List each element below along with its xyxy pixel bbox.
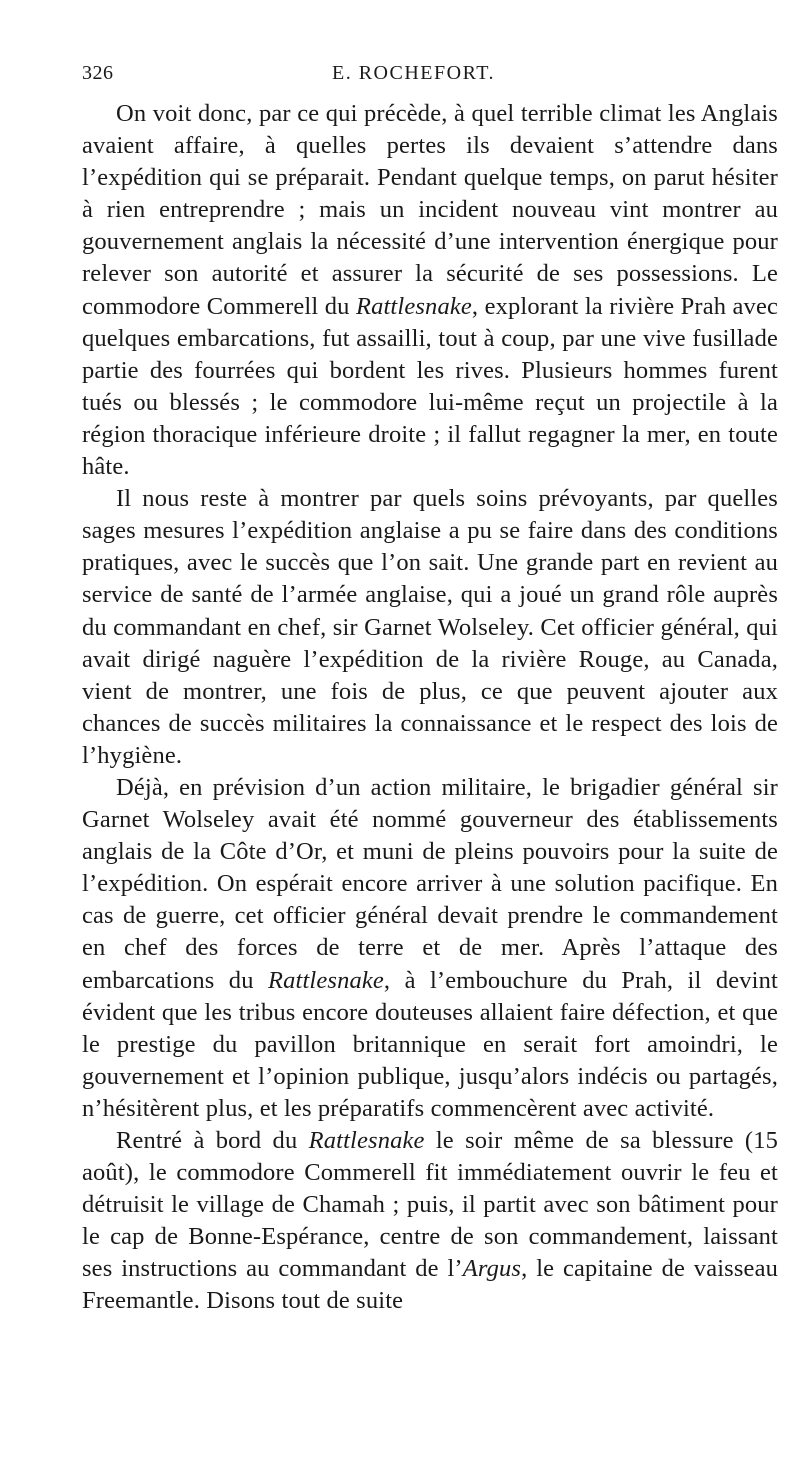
page-number: 326 [82, 62, 114, 84]
text-run: Rentré à bord du [116, 1127, 309, 1154]
paragraph [82, 98, 778, 483]
paragraph [82, 772, 778, 1125]
ship-name: Rattlesnake [308, 1127, 425, 1154]
running-head: E. ROCHEFORT. [332, 62, 495, 84]
text-run: , explorant la rivière Prah avec quelques embarcations, fut assailli, tout à coup, par une vive fusillade partie des fourrées qui bordent les rives. Plusieurs hommes furent tués ou blessés ; le commodore lui-même reçut un projectile à la région thoracique inférieure droite ; il fallut regagner la mer, en toute hâte. [82, 292, 778, 481]
text-run: On voit donc, par ce qui précède, à quel terrible climat les Anglais avaient affaire, à quelles pertes ils devaient s’attendre dans l’expédition qui se préparait. Pendant quelque temps, on parut hésiter à rien entreprendre ; mais un incident nouveau vint montrer au gouvernement anglais la nécessité d’une intervention énergique pour relever son autorité et assurer la sécurité de ses possessions. Le commodore Commerell du [82, 100, 778, 320]
body-text [82, 98, 778, 1318]
paragraph [82, 483, 778, 772]
ship-name: Rattlesnake [267, 966, 384, 994]
text-run: le soir même de sa blessure (15 août), le commodore Commerell fit immédiatement ouvrir le feu et détruisit le village de Chamah ; puis, il partit avec son bâtiment pour le cap de Bonne-Espérance, centre de son commandement, laissant ses instructions au commandant de l’ [82, 1127, 778, 1283]
text-run: Déjà, en prévision d’un action militaire, le brigadier général sir Garnet Wolseley avait été nommé gouverneur des établissements anglais de la Côte d’Or, et muni de pleins pouvoirs pour la suite de l’expédition. On espérait encore arriver à une solution pacifique. En cas de guerre, cet officier général devait prendre le commandement en chef des forces de terre et de mer. Après l’attaque des embarcations du [82, 773, 778, 994]
text-run: Il nous reste à montrer par quels soins prévoyants, par quelles sages mesures l’expédition anglaise a pu se faire dans des conditions pratiques, avec le succès que l’on sait. Une grande part en revient au service de santé de l’armée anglaise, qui a joué un grand rôle auprès du commandant en chef, sir Garnet Wolseley. Cet officier général, qui avait dirigé naguère l’expédition de la rivière Rouge, au Canada, vient de montrer, une fois de plus, ce que peuvent ajouter aux chances de succès militaires la connaissance et le respect des lois de l’hygiène. [82, 485, 778, 769]
paragraph [82, 1125, 778, 1318]
book-page [82, 62, 778, 1318]
page-header [82, 62, 778, 98]
text-run: , à l’embouchure du Prah, il devint évident que les tribus encore douteuses allaient faire défection, et que le prestige du pavillon britannique en serait fort amoindri, le gouvernement et l’opinion publique, jusqu’alors indécis ou partagés, n’hésitèrent plus, et les préparatifs commencèrent avec activité. [82, 966, 778, 1122]
ship-name: Rattlesnake [355, 292, 472, 320]
text-run: , le capitaine de vaisseau Freemantle. Disons tout de suite [82, 1255, 779, 1315]
ship-name: Argus [462, 1255, 522, 1283]
